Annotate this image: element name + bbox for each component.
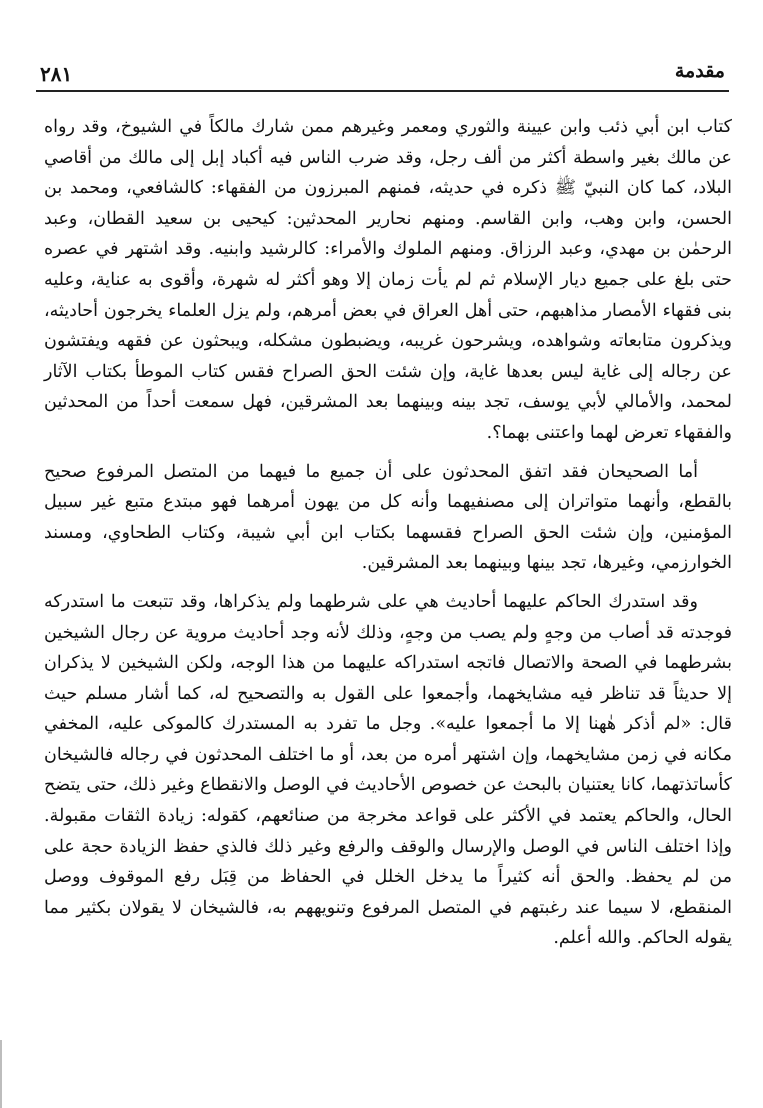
paragraph-1: كتاب ابن أبي ذئب وابن عيينة والثوري ومعمر وغيرهم ممن شارك مالكاً في الشيوخ، وقد رواه عن مالك بغير واسطة أكثر من ألف رجل، وقد ضرب الناس فيه أكباد إبل إلى مالك من أقاصي البلاد، كما كان النبيّ ﷺ ذكره في حديثه، فمنهم المبرزون من الفقهاء: كالشافعي، ومحمد بن الحسن، وابن وهب، وابن القاسم. ومنهم نحارير المحدثين: كيحيى بن سعيد القطان، وعبد الرحمٰن بن مهدي، وعبد الرزاق. ومنهم الملوك والأمراء: كالرشيد وابنيه. وقد اشتهر في عصره حتى بلغ على جميع ديار الإسلام ثم لم يأت زمان إلا وهو أكثر له شهرة، وأقوى به عناية، وعليه بنى فقهاء الأمصار مذاهبهم، حتى أهل العراق في بعض أمرهم، ولم يزل العلماء يخرجون أحاديثه، ويذكرون متابعاته وشواهده، ويشرحون غريبه، ويضبطون مشكله، ويبحثون عن فقهه ويفتشون عن رجاله إلى غاية ليس بعدها غاية، وإن شئت الحق الصراح فقس كتاب الموطأ بكتاب الآثار لمحمد، والأمالي لأبي يوسف، تجد بينه وبينهما بعد المشرقين، فهل سمعت أحداً من المحدثين والفقهاء تعرض لهما واعتنى بهما؟. [44, 117, 732, 443]
paragraph-2: أما الصحيحان فقد اتفق المحدثون على أن جميع ما فيهما من المتصل المرفوع صحيح بالقطع، وأنهما متواتران إلى مصنفيهما وأنه كل من يهون أمرهما فهو مبتدع متبع غير سبيل المؤمنين، وإن شئت الحق الصراح فقسهما بكتاب ابن أبي شيبة، وكتاب الطحاوي، ومسند الخوارزمي، وغيرها، تجد بينها وبينهما بعد المشرقين. [44, 461, 732, 574]
body-text [44, 112, 732, 954]
paragraph-3: وقد استدرك الحاكم عليهما أحاديث هي على شرطهما ولم يذكراها، وقد تتبعت ما استدركه فوجدته قد أصاب من وجهٍ ولم يصب من وجهٍ، وذلك لأنه وجد أحاديث مروية عن رجال الشيخين بشرطهما في الصحة والاتصال فاتجه استدراكه عليهما من هذا الوجه، ولكن الشيخين لا يذكران إلا حديثاً قد تناظر فيه مشايخهما، وأجمعوا على القول به والتصحيح له، كما أشار مسلم حيث قال: «لم أذكر هٰهنا إلا ما أجمعوا عليه». وجل ما تفرد به المستدرك كالموكى عليه، المخفي مكانه في زمن مشايخهما، وإن اشتهر أمره من بعد، أو ما اختلف المحدثون في رجاله فالشيخان كأساتذتهما، كانا يعتنيان بالبحث عن خصوص الأحاديث في الوصل والانقطاع وغير ذلك، حتى يتضح الحال، والحاكم يعتمد في الأكثر على قواعد مخرجة من صنائعهم، كقوله: زيادة الثقات مقبولة. وإذا اختلف الناس في الوصل والإرسال والوقف والرفع وغير ذلك فالذي حفظ الزيادة حجة على من لم يحفظ. والحق أنه كثيراً ما يدخل الخلل في الحفاظ من قِبَل رفع الموقوف ووصل المنقطع، لا سيما عند رغبتهم في المتصل المرفوع وتنويههم به، فالشيخان لا يقولان بكثير مما يقوله الحاكم. والله أعلم. [44, 591, 732, 949]
header-rule [36, 90, 729, 92]
scan-edge-mark [0, 1040, 2, 1108]
page-number: ٢٨١ [40, 62, 73, 86]
page-header [30, 50, 733, 90]
running-title: مقدمة [674, 60, 725, 82]
